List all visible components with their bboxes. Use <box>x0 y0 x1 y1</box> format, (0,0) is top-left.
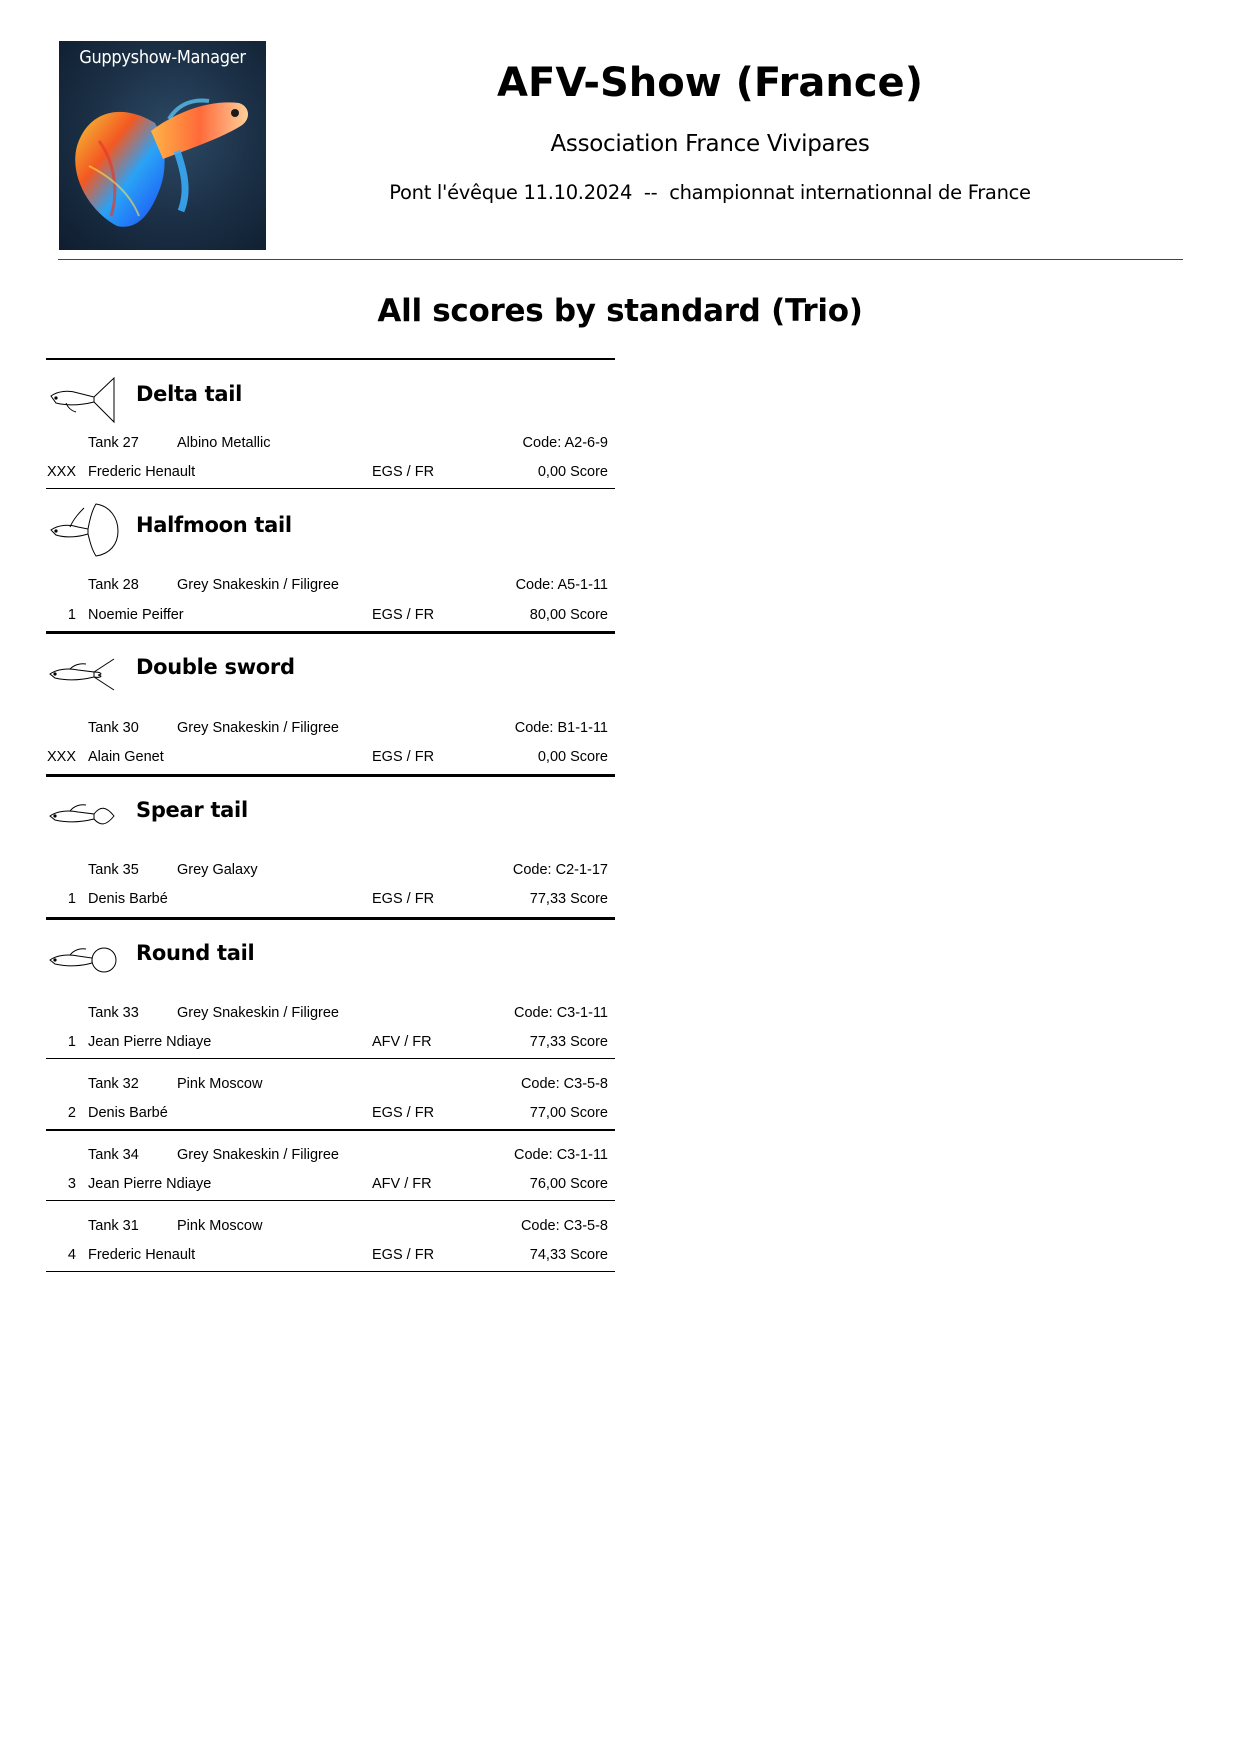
score: 76,00 Score <box>529 1176 608 1192</box>
association-name: Association France Vivipares <box>550 131 870 157</box>
result-row <box>46 891 615 911</box>
delta-tail-fish-icon <box>48 374 120 424</box>
header-divider <box>58 259 1183 260</box>
result-row <box>46 464 615 484</box>
section-divider <box>46 488 615 489</box>
entry-row <box>46 1147 615 1167</box>
variety: Grey Snakeskin / Filigree <box>177 577 339 593</box>
entry-code: Code: A2-6-9 <box>522 435 608 451</box>
standard-name: Spear tail <box>136 798 248 822</box>
entry-code: Code: C2-1-17 <box>512 862 608 878</box>
tank-number: Tank 34 <box>88 1147 139 1163</box>
entry-row <box>46 1218 615 1238</box>
placement: 1 <box>67 1034 76 1050</box>
club: EGS / FR <box>372 1247 435 1263</box>
placement: 4 <box>67 1247 76 1263</box>
variety: Pink Moscow <box>177 1218 263 1234</box>
tank-number: Tank 28 <box>88 577 139 593</box>
score: 0,00 Score <box>537 749 608 765</box>
placement: 1 <box>67 607 76 623</box>
placement: XXX <box>46 464 76 480</box>
variety: Albino Metallic <box>177 435 271 451</box>
logo-text: Guppyshow-Manager <box>79 47 246 68</box>
entry-row <box>46 720 615 740</box>
score: 77,33 Score <box>529 891 608 907</box>
section-divider <box>46 917 615 920</box>
score: 80,00 Score <box>529 607 608 623</box>
score: 74,33 Score <box>529 1247 608 1263</box>
section-divider <box>46 631 615 634</box>
club: EGS / FR <box>372 464 435 480</box>
entry-row <box>46 577 615 597</box>
club: EGS / FR <box>372 749 435 765</box>
club: EGS / FR <box>372 891 435 907</box>
event-info: Pont l'évêque 11.10.2024 -- championnat internationnal de France <box>389 181 1031 204</box>
halfmoon-tail-fish-icon <box>48 500 120 560</box>
entry-divider <box>46 1058 615 1059</box>
variety: Grey Snakeskin / Filigree <box>177 720 339 736</box>
entry-row <box>46 1076 615 1096</box>
tank-number: Tank 27 <box>88 435 139 451</box>
standard-name: Round tail <box>136 941 255 965</box>
guppy-logo <box>59 41 266 250</box>
club: EGS / FR <box>372 1105 435 1121</box>
entry-row <box>46 1005 615 1025</box>
club: AFV / FR <box>372 1176 432 1192</box>
double-sword-fish-icon <box>48 656 120 692</box>
variety: Grey Galaxy <box>177 862 258 878</box>
show-title: AFV-Show (France) <box>497 60 923 106</box>
variety: Grey Snakeskin / Filigree <box>177 1147 339 1163</box>
result-row <box>46 749 615 769</box>
round-tail-fish-icon <box>48 943 120 975</box>
entry-divider <box>46 1271 615 1272</box>
tank-number: Tank 30 <box>88 720 139 736</box>
entry-row <box>46 435 615 455</box>
breeder-name: Jean Pierre Ndiaye <box>88 1176 212 1192</box>
section-divider <box>46 774 615 777</box>
score: 0,00 Score <box>537 464 608 480</box>
entry-code: Code: C3-5-8 <box>520 1076 608 1092</box>
score: 77,33 Score <box>529 1034 608 1050</box>
placement: 1 <box>67 891 76 907</box>
standard-name: Halfmoon tail <box>136 513 292 537</box>
club: AFV / FR <box>372 1034 432 1050</box>
standard-name: Double sword <box>136 655 295 679</box>
result-row <box>46 607 615 627</box>
placement: XXX <box>46 749 76 765</box>
tank-number: Tank 33 <box>88 1005 139 1021</box>
tank-number: Tank 35 <box>88 862 139 878</box>
breeder-name: Jean Pierre Ndiaye <box>88 1034 212 1050</box>
breeder-name: Denis Barbé <box>88 1105 168 1121</box>
tank-number: Tank 31 <box>88 1218 139 1234</box>
spear-tail-fish-icon <box>48 800 120 830</box>
breeder-name: Frederic Henault <box>88 464 196 480</box>
tank-number: Tank 32 <box>88 1076 139 1092</box>
entry-code: Code: C3-1-11 <box>513 1147 608 1163</box>
club: EGS / FR <box>372 607 435 623</box>
result-row <box>46 1247 615 1267</box>
score: 77,00 Score <box>529 1105 608 1121</box>
result-row <box>46 1105 615 1125</box>
entry-divider <box>46 1129 615 1131</box>
breeder-name: Noemie Peiffer <box>88 607 184 623</box>
breeder-name: Alain Genet <box>88 749 164 765</box>
standard-name: Delta tail <box>136 382 242 406</box>
section-divider <box>46 358 615 360</box>
entry-divider <box>46 1200 615 1201</box>
placement: 2 <box>67 1105 76 1121</box>
entry-code: Code: C3-1-11 <box>513 1005 608 1021</box>
placement: 3 <box>67 1176 76 1192</box>
variety: Pink Moscow <box>177 1076 263 1092</box>
breeder-name: Frederic Henault <box>88 1247 196 1263</box>
variety: Grey Snakeskin / Filigree <box>177 1005 339 1021</box>
result-row <box>46 1034 615 1054</box>
entry-code: Code: B1-1-11 <box>514 720 608 736</box>
result-row <box>46 1176 615 1196</box>
page-title: All scores by standard (Trio) <box>377 293 863 329</box>
entry-code: Code: A5-1-11 <box>515 577 608 593</box>
entry-code: Code: C3-5-8 <box>520 1218 608 1234</box>
entry-row <box>46 862 615 882</box>
breeder-name: Denis Barbé <box>88 891 168 907</box>
guppy-fish-image <box>59 41 266 250</box>
